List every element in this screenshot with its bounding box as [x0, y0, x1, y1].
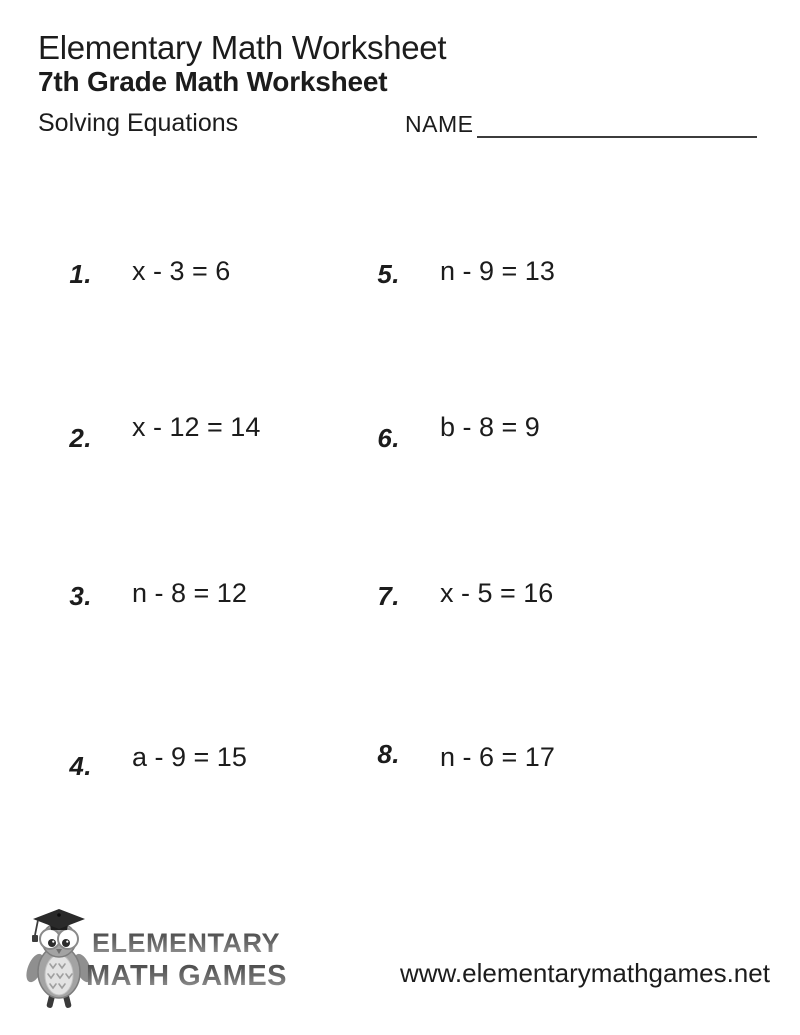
problem-equation: x - 5 = 16 — [440, 578, 554, 608]
page-subtitle: 7th Grade Math Worksheet — [38, 66, 388, 97]
problem-equation: n - 8 = 12 — [132, 578, 247, 608]
problem-item-6 — [356, 412, 540, 453]
worksheet-topic: Solving Equations — [38, 109, 239, 137]
website-url: www.elementarymathgames.net — [400, 958, 770, 988]
problem-number: 6. — [377, 423, 400, 453]
name-label: NAME — [405, 111, 474, 137]
problem-number: 8. — [377, 739, 400, 769]
problem-number: 3. — [69, 581, 92, 611]
problem-equation: x - 12 = 14 — [132, 412, 261, 442]
logo-text-line2: MATH GAMES — [86, 960, 288, 992]
problem-item-8 — [356, 739, 555, 773]
name-blank-line — [477, 113, 757, 138]
owl-graduation-cap-icon — [26, 906, 92, 1012]
problem-number: 7. — [377, 581, 400, 611]
problem-item-1 — [48, 256, 230, 287]
problem-number: 1. — [69, 259, 92, 289]
problem-item-2 — [48, 412, 261, 453]
problem-item-7 — [356, 578, 553, 609]
problem-equation: a - 9 = 15 — [132, 742, 247, 772]
problem-item-3 — [48, 578, 247, 609]
problem-number: 2. — [69, 423, 92, 453]
problem-equation: b - 8 = 9 — [440, 412, 540, 442]
problem-number: 5. — [377, 259, 400, 289]
page-title: Elementary Math Worksheet — [38, 29, 447, 66]
problem-number: 4. — [69, 751, 92, 781]
problem-item-4 — [48, 742, 247, 781]
problem-equation: n - 9 = 13 — [440, 256, 555, 286]
problem-item-5 — [356, 256, 555, 287]
logo-text-line1: ELEMENTARY — [92, 928, 281, 958]
problem-equation: x - 3 = 6 — [132, 256, 231, 286]
problem-equation: n - 6 = 17 — [440, 742, 555, 772]
